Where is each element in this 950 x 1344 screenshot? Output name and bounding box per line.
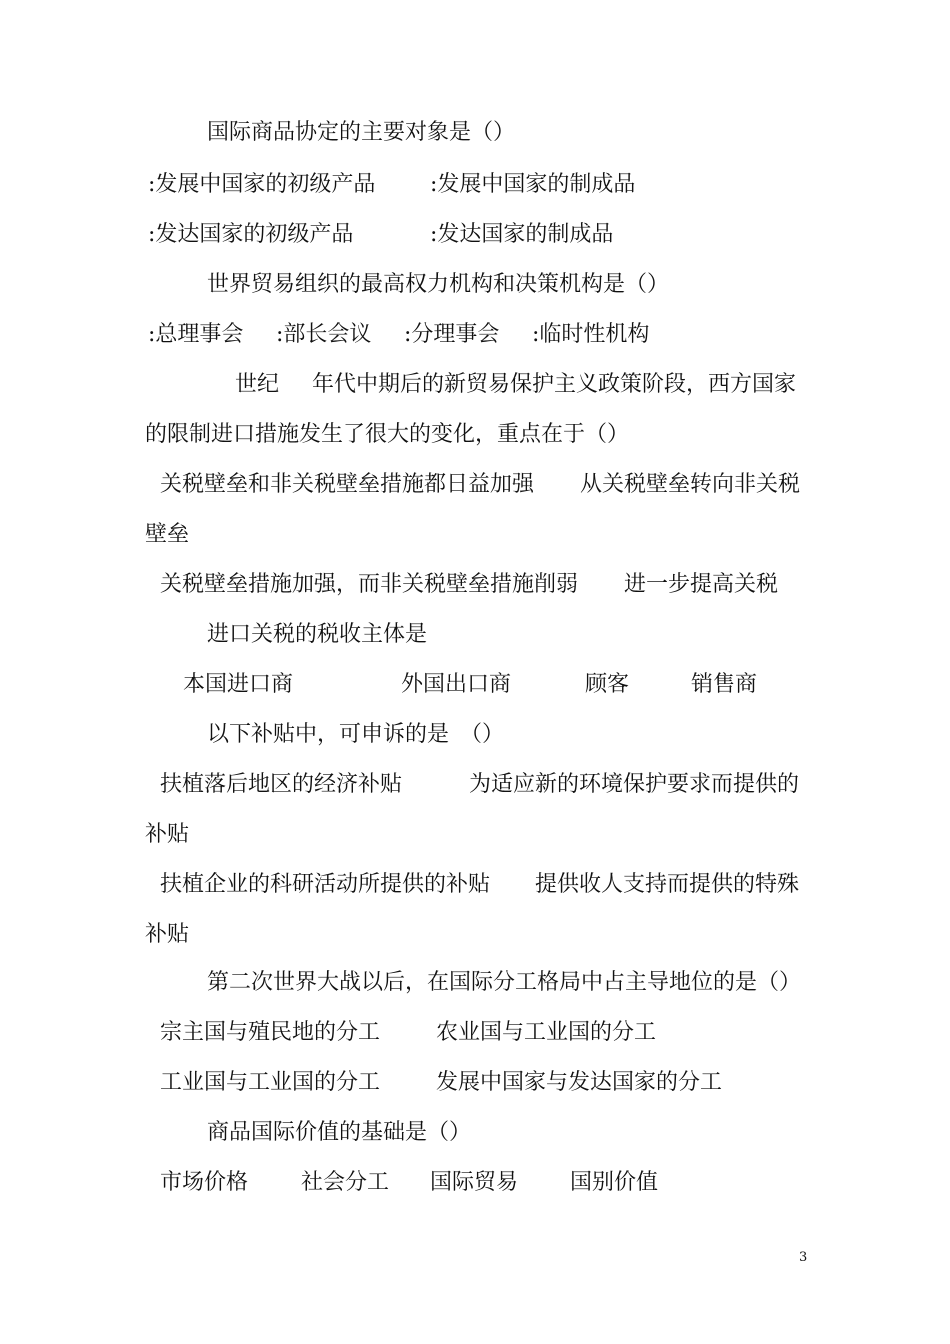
option-d: :发达国家的制成品 xyxy=(430,222,614,247)
option-d: 国别价值 xyxy=(570,1170,659,1195)
question-stem: 国际商品协定的主要对象是（） xyxy=(207,120,516,145)
option-a: 扶植落后地区的经济补贴 xyxy=(160,772,403,797)
option-c: :发达国家的初级产品 xyxy=(148,222,354,247)
option-a: 市场价格 xyxy=(160,1170,249,1195)
option-c: 国际贸易 xyxy=(430,1170,519,1195)
option-b: 社会分工 xyxy=(301,1170,390,1195)
option-c: 扶植企业的科研活动所提供的补贴 xyxy=(160,872,491,897)
question-stem: 第二次世界大战以后，在国际分工格局中占主导地位的是（） xyxy=(207,970,802,995)
option-a: 本国进口商 xyxy=(183,672,294,697)
option-b: :发展中国家的制成品 xyxy=(430,172,636,197)
option-b: 外国出口商 xyxy=(401,672,512,697)
option-b: 从关税壁垒转向非关税 xyxy=(580,472,801,497)
option-c: 关税壁垒措施加强，而非关税壁垒措施削弱 xyxy=(160,572,579,597)
option-a: :总理事会 xyxy=(148,322,244,347)
option-b: 为适应新的环境保护要求而提供的 xyxy=(469,772,800,797)
option-c: 顾客 xyxy=(585,672,630,697)
option-d: 进一步提高关税 xyxy=(624,572,779,597)
option-a: :发展中国家的初级产品 xyxy=(148,172,376,197)
option-continued: 补贴 xyxy=(145,822,190,847)
option-a: 关税壁垒和非关税壁垒措施都日益加强 xyxy=(160,472,535,497)
option-d: 提供收人支持而提供的特殊 xyxy=(535,872,800,897)
option-c: :分理事会 xyxy=(404,322,500,347)
option-d: 销售商 xyxy=(691,672,758,697)
option-b: 农业国与工业国的分工 xyxy=(436,1020,657,1045)
page-number: 3 xyxy=(799,1250,808,1265)
question-stem-continued: 的限制进口措施发生了很大的变化，重点在于（） xyxy=(145,422,630,447)
option-c: 工业国与工业国的分工 xyxy=(160,1070,381,1095)
question-stem: 进口关税的税收主体是 xyxy=(207,622,428,647)
question-stem: 以下补贴中，可申诉的是 （） xyxy=(207,722,505,747)
question-stem: 商品国际价值的基础是（） xyxy=(207,1120,472,1145)
option-continued: 补贴 xyxy=(145,922,190,947)
option-d: :临时性机构 xyxy=(532,322,650,347)
option-d: 发展中国家与发达国家的分工 xyxy=(436,1070,723,1095)
question-stem: 世界贸易组织的最高权力机构和决策机构是（） xyxy=(207,272,670,297)
stem-part: 年代中期后的新贸易保护主义政策阶段，西方国家 xyxy=(312,372,797,397)
stem-part: 世纪 xyxy=(235,372,280,397)
option-continued: 壁垒 xyxy=(145,522,190,547)
option-b: :部长会议 xyxy=(276,322,372,347)
option-a: 宗主国与殖民地的分工 xyxy=(160,1020,381,1045)
